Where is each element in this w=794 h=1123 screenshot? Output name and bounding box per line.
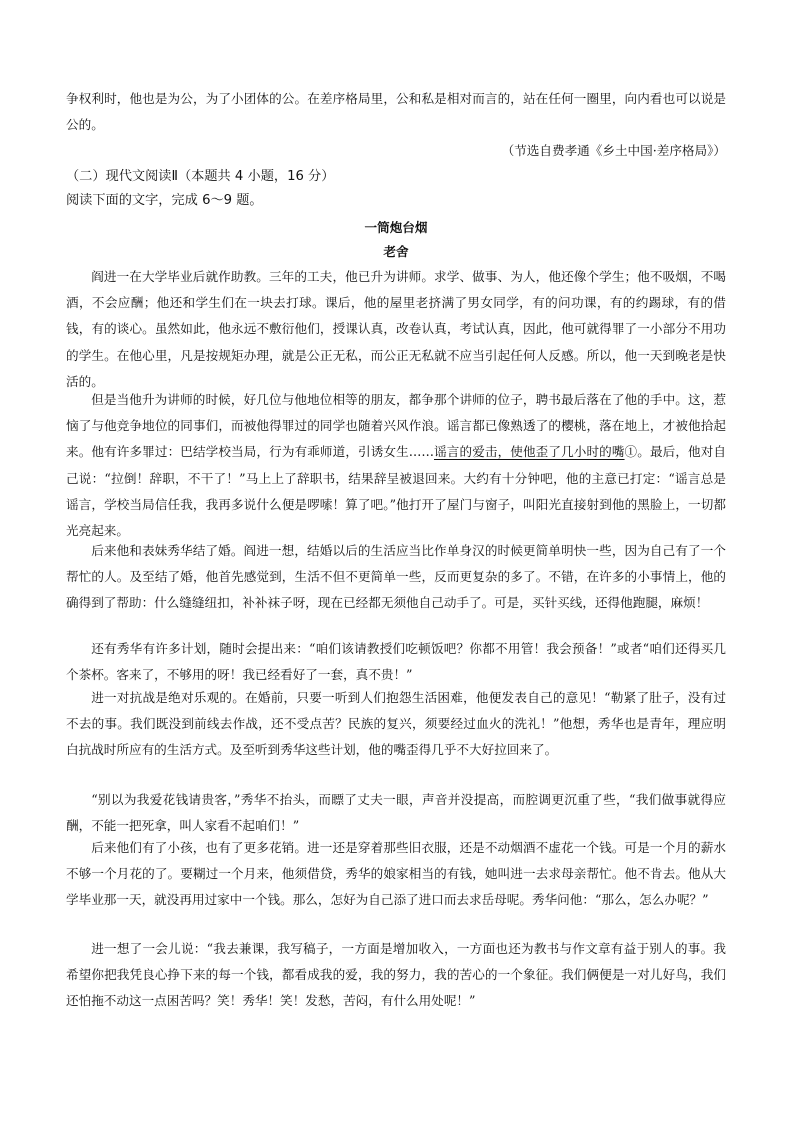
paragraph-2-text-before: 但是当他升为讲师的时候，好几位与他地位相等的朋友，都争那个讲师的位子，聘书最后落在了他的手中。这，惹恼了与他竞争地位的同事们，而被他得罪过的同学也随着兴风作浪。谣言都已像熟透了的樱桃，落在地上，才被他拾起来。他有许多罪过：巴结学校当局，行为有乖师道，引诱女生……	[66, 392, 726, 460]
story-paragraph-7: 后来他们有了小孩，也有了更多花销。进一还是穿着那些旧衣服，还是不动烟酒不虚花一个钱。可是一个月的薪水不够一个月花的了。要糊过一个月来，他须借贷，秀华的娘家相当的有钱，她叫进一去求母亲帮忙。他不肯去。他从大学毕业那一天，就没再用过家中一个钱。那么，怎好为自己添了进口而去求岳母呢。秀华问他：“那么，怎么办呢？”	[66, 840, 726, 908]
source-note: （节选自费孝通《乡土中国·差序格局》）	[501, 143, 726, 158]
story-paragraph-6: “别以为我爱花钱请贵客，”秀华不抬头，而瞟了丈夫一眼，声音并没提高，而腔调更沉重了些，“我们做事就得应酬，不能一把死拿，叫人家看不起咱们！”	[66, 792, 726, 834]
paragraph-2-text-after: ①。最后，他对自己说：“拉倒！辞职，不干了！”马上上了辞职书，结果辞呈被退回来。大约有十分钟吧，他的主意已打定：“谣言总是谣言，学校当局信任我，我再多说什么便是啰嗦！算了吧。”他打开了屋门与窗子，叫阳光直接射到他的黑脸上，一切都光亮起来。	[66, 444, 727, 539]
story-paragraph-1: 阎进一在大学毕业后就作助教。三年的工夫，他已升为讲师。求学、做事、为人，他还像个学生；他不吸烟，不喝酒，不会应酬；他还和学生们在一块去打球。课后，他的屋里老挤满了男女同学，有的问功课，有的约踢球，有的借钱，有的谈心。虽然如此，他永远不敷衍他们，授课认真，改卷认真，考试认真，因此，他可就得罪了一小部分不用功的学生。在他心里，凡是按规矩办理，就是公正无私，而公正无私就不应当引起任何人反感。所以，他一天到晚老是快活的。	[66, 269, 726, 389]
intro-paragraph: 争权利时，他也是为公，为了小团体的公。在差序格局里，公和私是相对而言的，站在任何一圈里，向内看也可以说是公的。	[66, 91, 726, 133]
story-author: 老舍	[383, 244, 409, 259]
story-paragraph-5: 进一对抗战是绝对乐观的。在婚前，只要一听到人们抱怨生活困难，他便发表自己的意见！“勒紧了肚子，没有过不去的事。我们既没到前线去作战，还不受点苦？民族的复兴，须要经过血火的洗礼！”他想，秀华也是青年，理应明白抗战时所应有的生活方式。及至听到秀华这些计划，他的嘴歪得几乎不大好拉回来了。	[66, 690, 726, 758]
story-paragraph-2	[66, 387, 726, 544]
reading-instruction: 阅读下面的文字，完成 6～9 题。	[66, 193, 263, 208]
story-title: 一筒炮台烟	[364, 220, 428, 235]
section-heading: （二）现代文阅读Ⅱ（本题共 4 小题，16 分）	[66, 169, 335, 184]
story-paragraph-3: 后来他和表妹秀华结了婚。阎进一想，结婚以后的生活应当比作单身汉的时候更简单明快一些，因为自己有了一个帮忙的人。及至结了婚，他首先感觉到，生活不但不更简单一些，反而更复杂的多了。不错，在许多的小事情上，他的确得到了帮助：什么缝缝纽扣，补补袜子呀，现在已经都无须他自己动手了。可是，买针买线，还得他跑腿，麻烦！	[66, 543, 726, 611]
story-paragraph-4: 还有秀华有许多计划，随时会提出来：“咱们该请教授们吃顿饭吧？你都不用管！我会预备！”或者“咱们还得买几个茶杯。客来了，不够用的呀！我已经看好了一套，真不贵！”	[66, 641, 726, 683]
story-paragraph-8: 进一想了一会儿说：“我去兼课，我写稿子，一方面是增加收入，一方面也还为教书与作文章有益于别人的事。我希望你把我凭良心挣下来的每一个钱，都看成我的爱，我的努力，我的苦心的一个象征。我们俩便是一对儿好鸟，我们还怕拖不动这一点困苦吗？笑！秀华！笑！发愁，苦闷，有什么用处呢！”	[66, 941, 726, 1009]
underlined-sentence: 谣言的爱击，使他歪了几小时的嘴	[434, 444, 625, 460]
